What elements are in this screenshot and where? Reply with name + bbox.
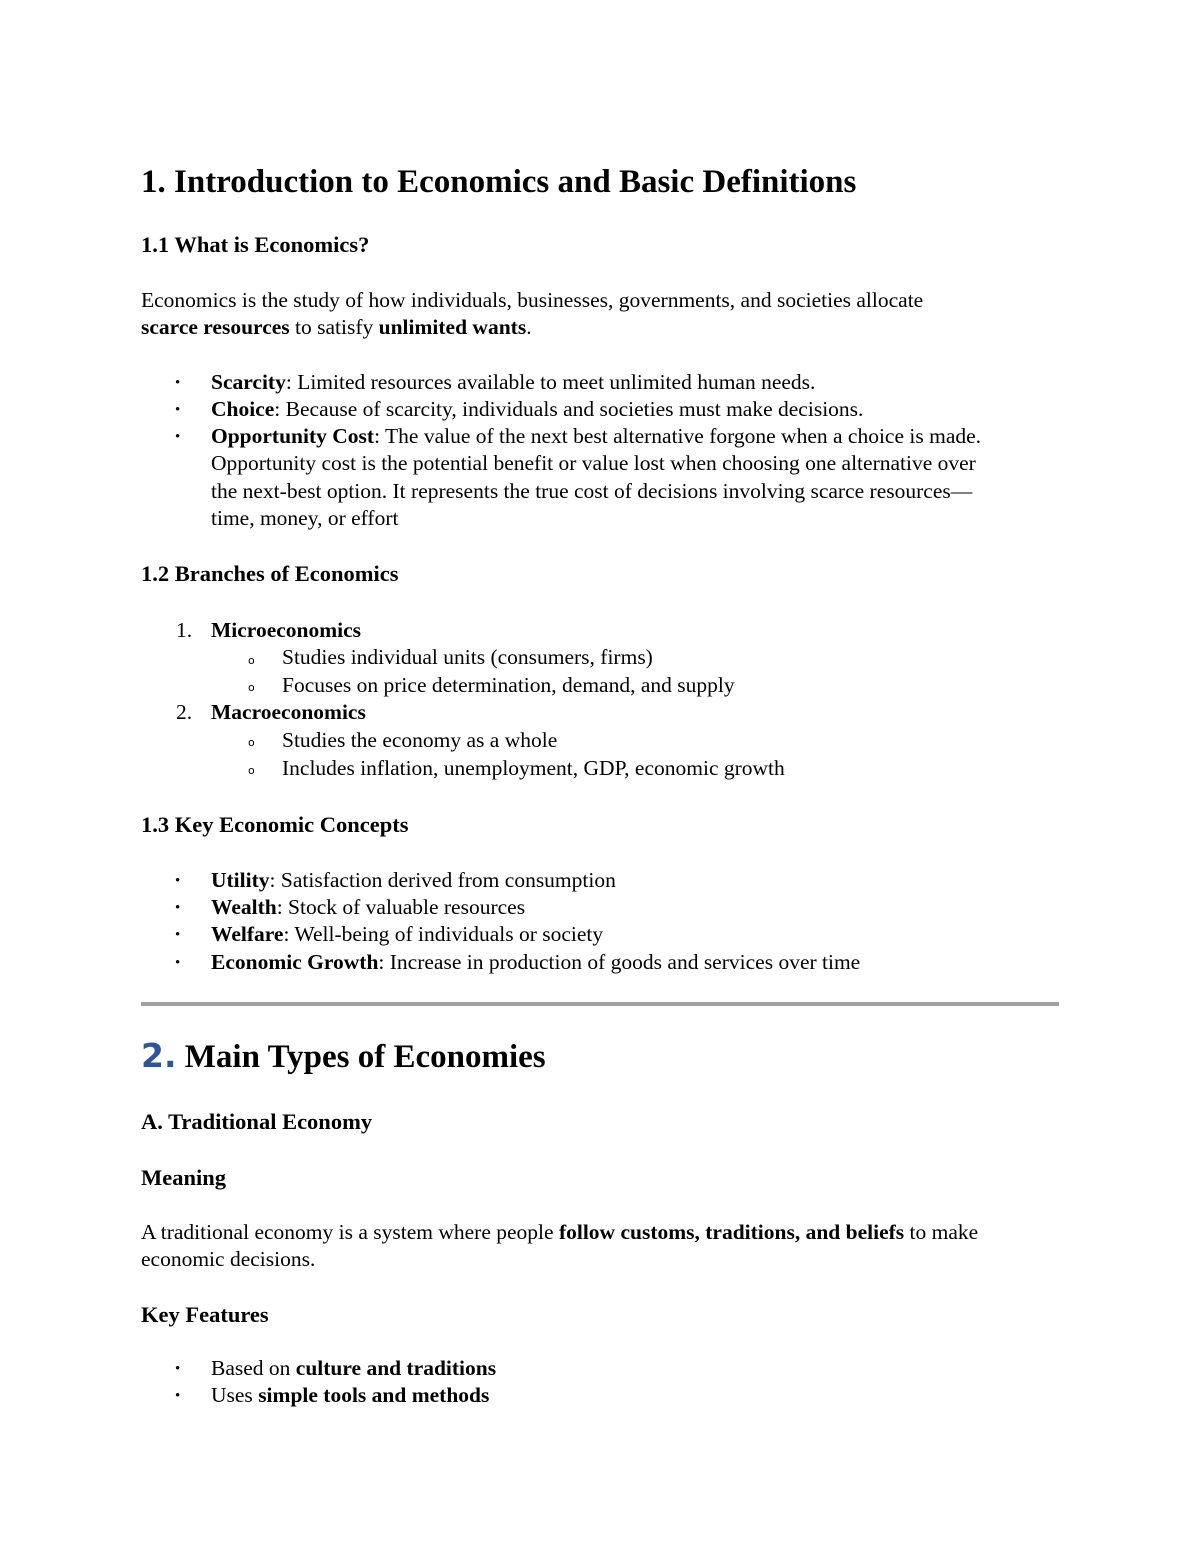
- list-item: Scarcity: Limited resources available to meet unlimited human needs.: [211, 370, 816, 394]
- horizontal-divider: [141, 1002, 1059, 1006]
- subsection-1-3-heading: 1.3 Key Economic Concepts: [141, 812, 409, 837]
- subsection-1-2-heading: 1.2 Branches of Economics: [141, 561, 399, 586]
- bullet-icon: •: [175, 1388, 181, 1404]
- meaning-heading: Meaning: [141, 1165, 227, 1190]
- opportunity-cost-detail-line-1: Opportunity cost is the potential benefit or value lost when choosing one alternative over: [211, 451, 976, 475]
- bullet-icon: •: [175, 873, 181, 889]
- circle-bullet-icon: o: [248, 736, 255, 749]
- traditional-economy-heading: A. Traditional Economy: [141, 1109, 373, 1134]
- economics-definition-line-2: scarce resources to satisfy unlimited wants.: [141, 315, 532, 339]
- list-item: Includes inflation, unemployment, GDP, economic growth: [282, 756, 785, 780]
- list-item: Uses simple tools and methods: [211, 1383, 490, 1407]
- branch-microeconomics: Microeconomics: [211, 618, 362, 642]
- list-number: 1.: [176, 618, 193, 642]
- opportunity-cost-detail-line-3: time, money, or effort: [211, 506, 399, 530]
- list-item: Studies the economy as a whole: [282, 728, 558, 752]
- bullet-icon: •: [175, 1361, 181, 1377]
- meaning-line-2: economic decisions.: [141, 1247, 316, 1271]
- economics-definition-line-1: Economics is the study of how individuals, businesses, governments, and societies allocate: [141, 288, 924, 312]
- section-2-number: 2.: [141, 1036, 177, 1075]
- list-number: 2.: [176, 700, 193, 724]
- list-item: Welfare: Well-being of individuals or society: [211, 922, 604, 946]
- branch-macroeconomics: Macroeconomics: [211, 700, 366, 724]
- circle-bullet-icon: o: [248, 681, 255, 694]
- bullet-icon: •: [175, 429, 181, 445]
- bullet-icon: •: [175, 955, 181, 971]
- circle-bullet-icon: o: [248, 764, 255, 777]
- subsection-1-1-heading: 1.1 What is Economics?: [141, 232, 370, 257]
- list-item: Studies individual units (consumers, firms): [282, 645, 653, 669]
- list-item: Opportunity Cost: The value of the next best alternative forgone when a choice is made.: [211, 424, 982, 448]
- list-item: Based on culture and traditions: [211, 1356, 497, 1380]
- section-2-title: 2. Main Types of Economies: [141, 1036, 546, 1075]
- opportunity-cost-detail-line-2: the next-best option. It represents the true cost of decisions involving scarce resources—: [211, 479, 973, 503]
- list-item: Utility: Satisfaction derived from consumption: [211, 868, 616, 892]
- unlimited-wants-term: unlimited wants: [378, 315, 527, 339]
- key-features-heading: Key Features: [141, 1302, 269, 1327]
- scarce-resources-term: scarce resources: [141, 315, 290, 339]
- list-item: Choice: Because of scarcity, individuals and societies must make decisions.: [211, 397, 864, 421]
- circle-bullet-icon: o: [248, 654, 255, 667]
- customs-traditions-beliefs-term: follow customs, traditions, and beliefs: [558, 1220, 905, 1244]
- bullet-icon: •: [175, 402, 181, 418]
- section-1-title: 1. Introduction to Economics and Basic Definitions: [141, 164, 857, 200]
- bullet-icon: •: [175, 900, 181, 916]
- bullet-icon: •: [175, 375, 181, 391]
- list-item: Wealth: Stock of valuable resources: [211, 895, 526, 919]
- list-item: Economic Growth: Increase in production of goods and services over time: [211, 950, 861, 974]
- bullet-icon: •: [175, 927, 181, 943]
- meaning-line-1: A traditional economy is a system where people follow customs, traditions, and beliefs to make: [141, 1220, 979, 1244]
- list-item: Focuses on price determination, demand, and supply: [282, 673, 735, 697]
